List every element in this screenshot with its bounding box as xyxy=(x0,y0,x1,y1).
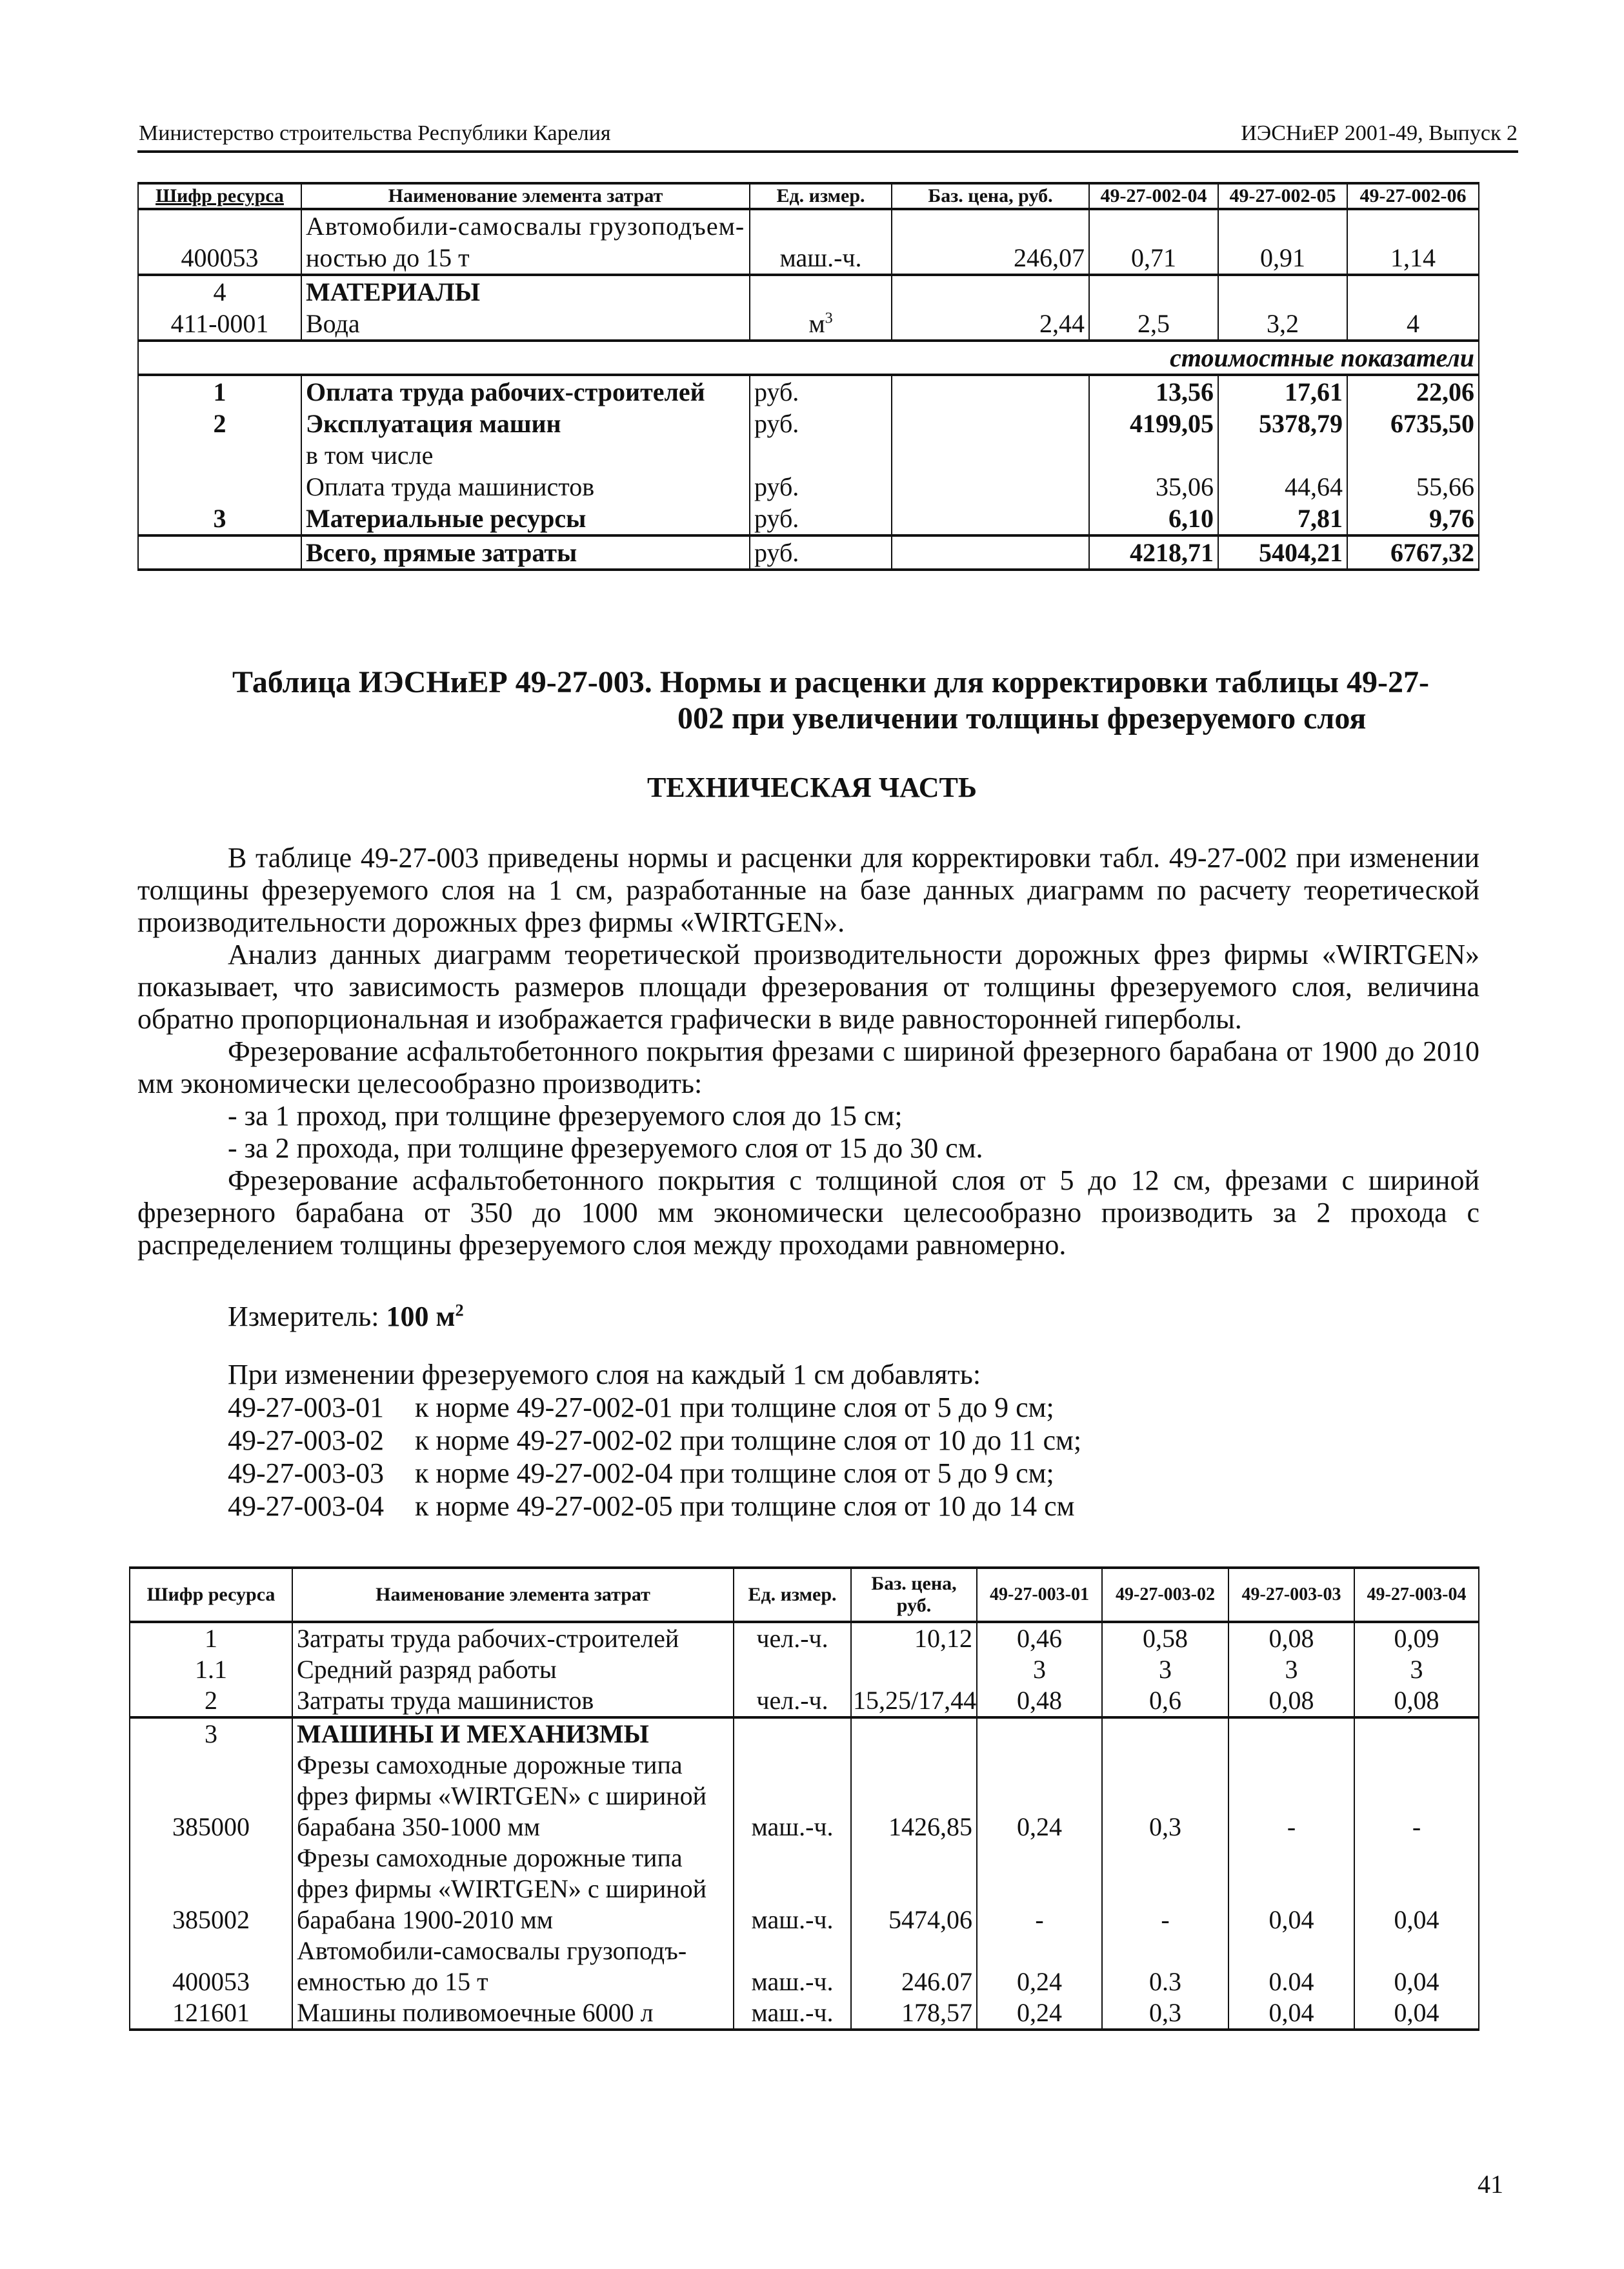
paragraph: Фрезерование асфальтобетонного покрытия с толщиной слоя от 5 до 12 см, фрезами с шириной фрезерного барабана от 350 до 1000 мм экономически целесообразно производить за 2 прохода с распределением толщины фрезеруемого слоя между проходами равномерно. xyxy=(137,1164,1479,1261)
cell-name: Эксплуатация машин xyxy=(301,408,750,439)
cell-value: 4199,05 xyxy=(1089,408,1218,439)
table-title xyxy=(232,665,1458,737)
addition-item xyxy=(228,1490,1081,1523)
cell-name: в том числе xyxy=(301,439,750,471)
cell-value: 0,04 xyxy=(1354,1997,1479,2030)
table-header-row xyxy=(138,183,1479,209)
table-row xyxy=(138,503,1479,535)
page-number: 41 xyxy=(1478,2170,1503,2199)
col-header-unit: Ед. измер. xyxy=(734,1568,851,1622)
additions-intro: При изменении фрезеруемого слоя на каждый 1 см добавлять: xyxy=(228,1359,981,1390)
table-row xyxy=(130,1685,1479,1717)
cell-price: 5474,06 xyxy=(851,1843,977,1935)
header-rule xyxy=(137,150,1518,153)
cell-unit: руб. xyxy=(750,471,892,503)
col-header-norm: 49-27-003-03 xyxy=(1228,1568,1354,1622)
cell-value: 0,48 xyxy=(977,1685,1102,1717)
cell-code: 411-0001 xyxy=(138,308,301,341)
cell-value: 1,14 xyxy=(1347,209,1479,275)
cell-name xyxy=(292,1843,734,1935)
cell-value: - xyxy=(1354,1750,1479,1843)
section-title: ТЕХНИЧЕСКАЯ ЧАСТЬ xyxy=(647,772,977,803)
cell-name xyxy=(292,1935,734,1997)
cell-name-line: ностью до 15 т xyxy=(306,243,470,272)
col-header-name: Наименование элемента затрат xyxy=(292,1568,734,1622)
cell-value: 0.3 xyxy=(1102,1935,1228,1997)
total-value: 5404,21 xyxy=(1218,535,1347,570)
cell-code: 2 xyxy=(130,1685,292,1717)
table-title-line: Таблица ИЭСНиЕР 49-27-003. Нормы и расценки для корректировки таблицы 49-27- xyxy=(232,665,1429,699)
cell-code: 400053 xyxy=(130,1935,292,1997)
cell-name xyxy=(301,209,750,275)
cell-value: 5378,79 xyxy=(1218,408,1347,439)
cell-name: Машины поливомоечные 6000 л xyxy=(292,1997,734,2030)
cell-name-line: фрез фирмы «WIRTGEN» с шириной xyxy=(297,1874,707,1903)
cell-name-line: Фрезы самоходные дорожные типа xyxy=(297,1843,683,1872)
cell-code: 3 xyxy=(138,503,301,535)
table-row-section xyxy=(130,1717,1479,1750)
cell-name: Оплата труда машинистов xyxy=(301,471,750,503)
paragraph: В таблице 49-27-003 приведены нормы и расценки для корректировки табл. 49-27-002 при изменении толщины фрезеруемого слоя на 1 см, разработанные на базе данных диаграмм по расчету теоретической производительности дорожных фрез фирмы «WIRTGEN». xyxy=(137,842,1479,938)
table-row xyxy=(130,1654,1479,1685)
cell-value: 0,04 xyxy=(1228,1997,1354,2030)
cell-price xyxy=(851,1654,977,1685)
cell-name: Вода xyxy=(301,308,750,341)
cell-price: 178,57 xyxy=(851,1997,977,2030)
cell-value: 13,56 xyxy=(1089,375,1218,408)
cell-value: 0,08 xyxy=(1228,1685,1354,1717)
addition-item xyxy=(228,1391,1081,1424)
cell-value: 0,04 xyxy=(1228,1843,1354,1935)
table-row xyxy=(130,1843,1479,1935)
additions-list xyxy=(228,1358,1081,1523)
cell-value: 0,24 xyxy=(977,1750,1102,1843)
cell-code xyxy=(138,439,301,471)
col-header-unit: Ед. измер. xyxy=(750,183,892,209)
table-title-line: 002 при увеличении толщины фрезеруемого слоя xyxy=(677,701,1367,735)
cell-value: 3 xyxy=(1228,1654,1354,1685)
paragraph: Фрезерование асфальтобетонного покрытия фрезами с шириной фрезерного барабана от 1900 до 2010 мм экономически целесообразно производить: xyxy=(137,1035,1479,1099)
cell-value: 0,09 xyxy=(1354,1622,1479,1654)
cell-value: - xyxy=(1102,1843,1228,1935)
total-label: Всего, прямые затраты xyxy=(301,535,750,570)
cell-code: 1 xyxy=(138,375,301,408)
cell-code: 121601 xyxy=(130,1997,292,2030)
list-item: - за 2 прохода, при толщине фрезеруемого слоя от 15 до 30 см. xyxy=(228,1132,983,1164)
total-value: 4218,71 xyxy=(1089,535,1218,570)
table-row xyxy=(138,308,1479,341)
cell-value: - xyxy=(1228,1750,1354,1843)
cell-value: 0,3 xyxy=(1102,1750,1228,1843)
paragraph: Анализ данных диаграмм теоретической производительности дорожных фрез фирмы «WIRTGEN» показывает, что зависимость размеров площади фрезерования от толщины фрезеруемого слоя, величина обратно пропорциональная и изображается графически в виде равносторонней гиперболы. xyxy=(137,939,1479,1035)
col-header-norm: 49-27-002-05 xyxy=(1218,183,1347,209)
table-row xyxy=(138,471,1479,503)
addition-text: к норме 49-27-002-02 при толщине слоя от 10 до 11 см; xyxy=(415,1424,1082,1456)
cell-name-line: Фрезы самоходные дорожные типа xyxy=(297,1750,683,1779)
cell-name: Материальные ресурсы xyxy=(301,503,750,535)
addition-code: 49-27-003-01 xyxy=(228,1392,384,1423)
cell-price: 10,12 xyxy=(851,1622,977,1654)
section-name: МАТЕРИАЛЫ xyxy=(301,275,750,308)
cell-value: 0,91 xyxy=(1218,209,1347,275)
cell-unit: маш.-ч. xyxy=(734,1750,851,1843)
col-header-norm: 49-27-003-01 xyxy=(977,1568,1102,1622)
measurement-label: Измеритель: xyxy=(228,1301,379,1332)
addition-code: 49-27-003-04 xyxy=(228,1490,384,1522)
cell-name-line: Автомобили-самосвалы грузоподъем- xyxy=(306,212,745,241)
cell-unit: чел.-ч. xyxy=(734,1622,851,1654)
cell-unit: маш.-ч. xyxy=(734,1997,851,2030)
cell-unit: руб. xyxy=(750,503,892,535)
section-name: МАШИНЫ И МЕХАНИЗМЫ xyxy=(292,1717,734,1750)
measurement-value: 100 м xyxy=(386,1301,456,1332)
table-row-section xyxy=(138,275,1479,308)
table-row xyxy=(138,439,1479,471)
cell-name-line: барабана 1900-2010 мм xyxy=(297,1905,554,1934)
cell-unit: маш.-ч. xyxy=(734,1843,851,1935)
col-header-norm: 49-27-002-04 xyxy=(1089,183,1218,209)
cell-name-line: Автомобили-самосвалы грузоподъ- xyxy=(297,1936,687,1965)
header-left: Министерство строительства Республики Карелия xyxy=(139,121,611,145)
technical-part-text xyxy=(137,842,1479,1261)
addition-code: 49-27-003-03 xyxy=(228,1457,384,1489)
cell-code: 400053 xyxy=(138,209,301,275)
addition-text: к норме 49-27-002-01 при толщине слоя от 5 до 9 см; xyxy=(415,1392,1054,1423)
addition-text: к норме 49-27-002-05 при толщине слоя от 10 до 14 см xyxy=(415,1490,1075,1522)
cell-value: 3 xyxy=(1102,1654,1228,1685)
cell-unit: руб. xyxy=(750,408,892,439)
cell-value: 3 xyxy=(977,1654,1102,1685)
cell-value: 0,08 xyxy=(1228,1622,1354,1654)
cell-value: 6735,50 xyxy=(1347,408,1479,439)
cell-code: 1.1 xyxy=(130,1654,292,1685)
total-row xyxy=(138,535,1479,570)
col-header-name: Наименование элемента затрат xyxy=(301,183,750,209)
cell-price: 246.07 xyxy=(851,1935,977,1997)
cell-code: 385002 xyxy=(130,1843,292,1935)
cell-unit xyxy=(734,1654,851,1685)
cost-caption: стоимостные показатели xyxy=(138,341,1479,375)
table-header-row xyxy=(130,1568,1479,1622)
table-49-27-002-continued xyxy=(137,182,1479,571)
cell-unit: маш.-ч. xyxy=(734,1935,851,1997)
cell-name: Затраты труда рабочих-строителей xyxy=(292,1622,734,1654)
cell-unit: руб. xyxy=(750,375,892,408)
cell-value: 4 xyxy=(1347,308,1479,341)
measurement-sup: 2 xyxy=(455,1300,464,1320)
cell-price: 1426,85 xyxy=(851,1750,977,1843)
list-item: - за 1 проход, при толщине фрезеруемого слоя до 15 см; xyxy=(228,1100,903,1132)
cell-code: 3 xyxy=(130,1717,292,1750)
cell-price: 246,07 xyxy=(892,209,1089,275)
cell-unit xyxy=(750,308,892,341)
cell-code xyxy=(138,471,301,503)
cell-value: 9,76 xyxy=(1347,503,1479,535)
cell-value: 2,5 xyxy=(1089,308,1218,341)
header-right: ИЭСНиЕР 2001-49, Выпуск 2 xyxy=(1241,121,1518,145)
cell-value: 44,64 xyxy=(1218,471,1347,503)
cell-value: 3 xyxy=(1354,1654,1479,1685)
cell-code: 2 xyxy=(138,408,301,439)
col-header-norm: 49-27-003-02 xyxy=(1102,1568,1228,1622)
table-row xyxy=(130,1997,1479,2030)
cell-value: 35,06 xyxy=(1089,471,1218,503)
cell-value: 6,10 xyxy=(1089,503,1218,535)
cell-code: 4 xyxy=(138,275,301,308)
table-row xyxy=(138,375,1479,408)
cell-value: 22,06 xyxy=(1347,375,1479,408)
cell-name-line: емностью до 15 т xyxy=(297,1967,488,1996)
cell-value: 0,3 xyxy=(1102,1997,1228,2030)
col-header-price: Баз. цена, руб. xyxy=(851,1568,977,1622)
cell-value: 3,2 xyxy=(1218,308,1347,341)
cell-value: 0,24 xyxy=(977,1935,1102,1997)
cell-value: 0,04 xyxy=(1354,1935,1479,1997)
cell-value: 7,81 xyxy=(1218,503,1347,535)
cell-name: Оплата труда рабочих-строителей xyxy=(301,375,750,408)
cell-unit: руб. xyxy=(750,535,892,570)
table-row xyxy=(130,1935,1479,1997)
addition-code: 49-27-003-02 xyxy=(228,1424,384,1456)
table-49-27-003 xyxy=(129,1566,1479,2031)
table-row xyxy=(130,1750,1479,1843)
cell-name-line: барабана 350-1000 мм xyxy=(297,1812,541,1841)
cell-value: 0,71 xyxy=(1089,209,1218,275)
measurement-unit xyxy=(228,1300,464,1333)
addition-text: к норме 49-27-002-04 при толщине слоя от 5 до 9 см; xyxy=(415,1457,1054,1489)
cell-name: Затраты труда машинистов xyxy=(292,1685,734,1717)
col-header-norm: 49-27-002-06 xyxy=(1347,183,1479,209)
cell-value: 0,6 xyxy=(1102,1685,1228,1717)
cell-code: 385000 xyxy=(130,1750,292,1843)
cell-value: - xyxy=(977,1843,1102,1935)
col-header-norm: 49-27-003-04 xyxy=(1354,1568,1479,1622)
cell-value: 17,61 xyxy=(1218,375,1347,408)
col-header-code: Шифр ресурса xyxy=(130,1568,292,1622)
cell-value: 0,24 xyxy=(977,1997,1102,2030)
cell-value: 0,08 xyxy=(1354,1685,1479,1717)
unit-text: м xyxy=(808,309,825,338)
cell-value: 0,58 xyxy=(1102,1622,1228,1654)
total-value: 6767,32 xyxy=(1347,535,1479,570)
cell-value: 0.04 xyxy=(1228,1935,1354,1997)
table-row xyxy=(130,1622,1479,1654)
cell-price: 15,25/17,44 xyxy=(851,1685,977,1717)
table-row xyxy=(138,408,1479,439)
cell-name-line: фрез фирмы «WIRTGEN» с шириной xyxy=(297,1781,707,1810)
cell-value: 0,04 xyxy=(1354,1843,1479,1935)
cell-name xyxy=(292,1750,734,1843)
unit-sup: 3 xyxy=(825,310,833,327)
col-header-price: Баз. цена, руб. xyxy=(892,183,1089,209)
addition-item xyxy=(228,1457,1081,1490)
cell-price: 2,44 xyxy=(892,308,1089,341)
cell-name: Средний разряд работы xyxy=(292,1654,734,1685)
addition-item xyxy=(228,1424,1081,1457)
cell-value: 0,46 xyxy=(977,1622,1102,1654)
col-header-code: Шифр ресурса xyxy=(138,183,301,209)
cell-value: 55,66 xyxy=(1347,471,1479,503)
cost-caption-row xyxy=(138,341,1479,375)
cell-unit: чел.-ч. xyxy=(734,1685,851,1717)
cell-code: 1 xyxy=(130,1622,292,1654)
cell-unit: маш.-ч. xyxy=(750,209,892,275)
table-row xyxy=(138,209,1479,275)
